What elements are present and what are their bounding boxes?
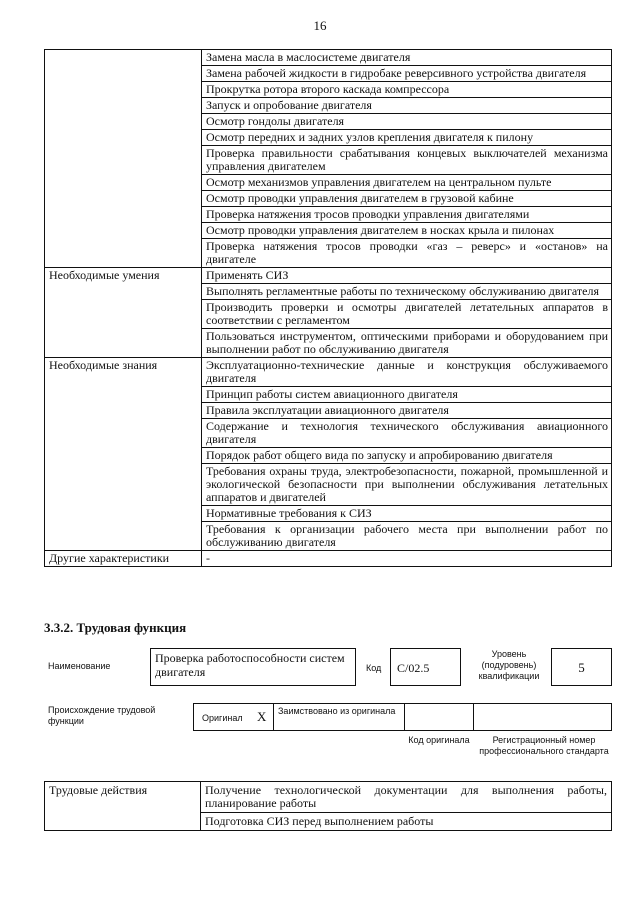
category-cell xyxy=(45,50,202,268)
item-cell: Проверка натяжения тросов проводки «газ – реверс» и «останов» на двигателе xyxy=(202,239,612,268)
item-cell: Требования к организации рабочего места при выполнении работ по обслуживанию двигателя xyxy=(202,522,612,551)
item-cell: Эксплуатационно-технические данные и конструкция обслуживаемого двигателя xyxy=(202,358,612,387)
item-cell: Применять СИЗ xyxy=(202,268,612,284)
item-cell: Осмотр проводки управления двигателем в грузовой кабине xyxy=(202,191,612,207)
borrowed-label: Заимствовано из оригинала xyxy=(278,706,396,716)
code-label: Код xyxy=(366,663,382,673)
code-original-caption: Код оригинала xyxy=(408,735,470,745)
table-row xyxy=(45,358,612,387)
category-cell: Необходимые знания xyxy=(45,358,202,551)
item-cell: Правила эксплуатации авиационного двигателя xyxy=(202,403,612,419)
name-label: Наименование xyxy=(48,661,111,671)
original-label: Оригинал xyxy=(202,713,243,723)
level-value: 5 xyxy=(551,648,612,686)
divider xyxy=(404,703,405,731)
table-row xyxy=(45,782,612,813)
item-cell: - xyxy=(202,551,612,567)
original-mark: X xyxy=(257,709,267,724)
item-cell: Порядок работ общего вида по запуску и апробированию двигателя xyxy=(202,448,612,464)
origin-label: Происхождение трудовой функции xyxy=(48,705,156,726)
item-cell: Замена масла в маслосистеме двигателя xyxy=(202,50,612,66)
item-cell: Проверка натяжения тросов проводки управления двигателями xyxy=(202,207,612,223)
item-cell: Содержание и технология технического обслуживания авиационного двигателя xyxy=(202,419,612,448)
reg-number-caption: Регистрационный номер профессионального стандарта xyxy=(479,735,609,756)
table-row xyxy=(45,50,612,66)
level-label: Уровень (подуровень) квалификации xyxy=(478,649,540,681)
category-cell: Трудовые действия xyxy=(45,782,201,831)
item-cell: Замена рабочей жидкости в гидробаке реверсивного устройства двигателя xyxy=(202,66,612,82)
item-cell: Осмотр передних и задних узлов крепления двигателя к пилону xyxy=(202,130,612,146)
page-number: 16 xyxy=(313,18,327,33)
item-cell: Принцип работы систем авиационного двигателя xyxy=(202,387,612,403)
section-heading: 3.3.2. Трудовая функция xyxy=(44,620,187,635)
origin-box xyxy=(193,703,612,731)
item-cell: Проверка правильности срабатывания концевых выключателей механизма управления двигателем xyxy=(202,146,612,175)
table-row xyxy=(45,268,612,284)
item-cell: Осмотр проводки управления двигателем в носках крыла и пилонах xyxy=(202,223,612,239)
category-cell: Необходимые умения xyxy=(45,268,202,358)
item-cell: Получение технологической документации для выполнения работы, планирование работы xyxy=(201,782,612,813)
table-row xyxy=(45,551,612,567)
divider xyxy=(473,703,474,731)
item-cell: Выполнять регламентные работы по техническому обслуживанию двигателя xyxy=(202,284,612,300)
name-value: Проверка работоспособности систем двигателя xyxy=(150,648,356,686)
item-cell: Требования охраны труда, электробезопасности, пожарной, промышленной и экологической безопасности при выполнении обслуживания летательных аппаратов и двигателей xyxy=(202,464,612,506)
item-cell: Осмотр механизмов управления двигателем на центральном пульте xyxy=(202,175,612,191)
item-cell: Прокрутка ротора второго каскада компрессора xyxy=(202,82,612,98)
code-value: C/02.5 xyxy=(390,648,461,686)
item-cell: Нормативные требования к СИЗ xyxy=(202,506,612,522)
labor-actions-table xyxy=(44,781,612,831)
divider xyxy=(273,703,274,731)
item-cell: Запуск и опробование двигателя xyxy=(202,98,612,114)
item-cell: Осмотр гондолы двигателя xyxy=(202,114,612,130)
item-cell: Производить проверки и осмотры двигателей летательных аппаратов в соответствии с регламентом xyxy=(202,300,612,329)
item-cell: Подготовка СИЗ перед выполнением работы xyxy=(201,813,612,831)
item-cell: Пользоваться инструментом, оптическими приборами и оборудованием при выполнении работ по обслуживанию двигателя xyxy=(202,329,612,358)
skills-table xyxy=(44,49,612,567)
category-cell: Другие характеристики xyxy=(45,551,202,567)
